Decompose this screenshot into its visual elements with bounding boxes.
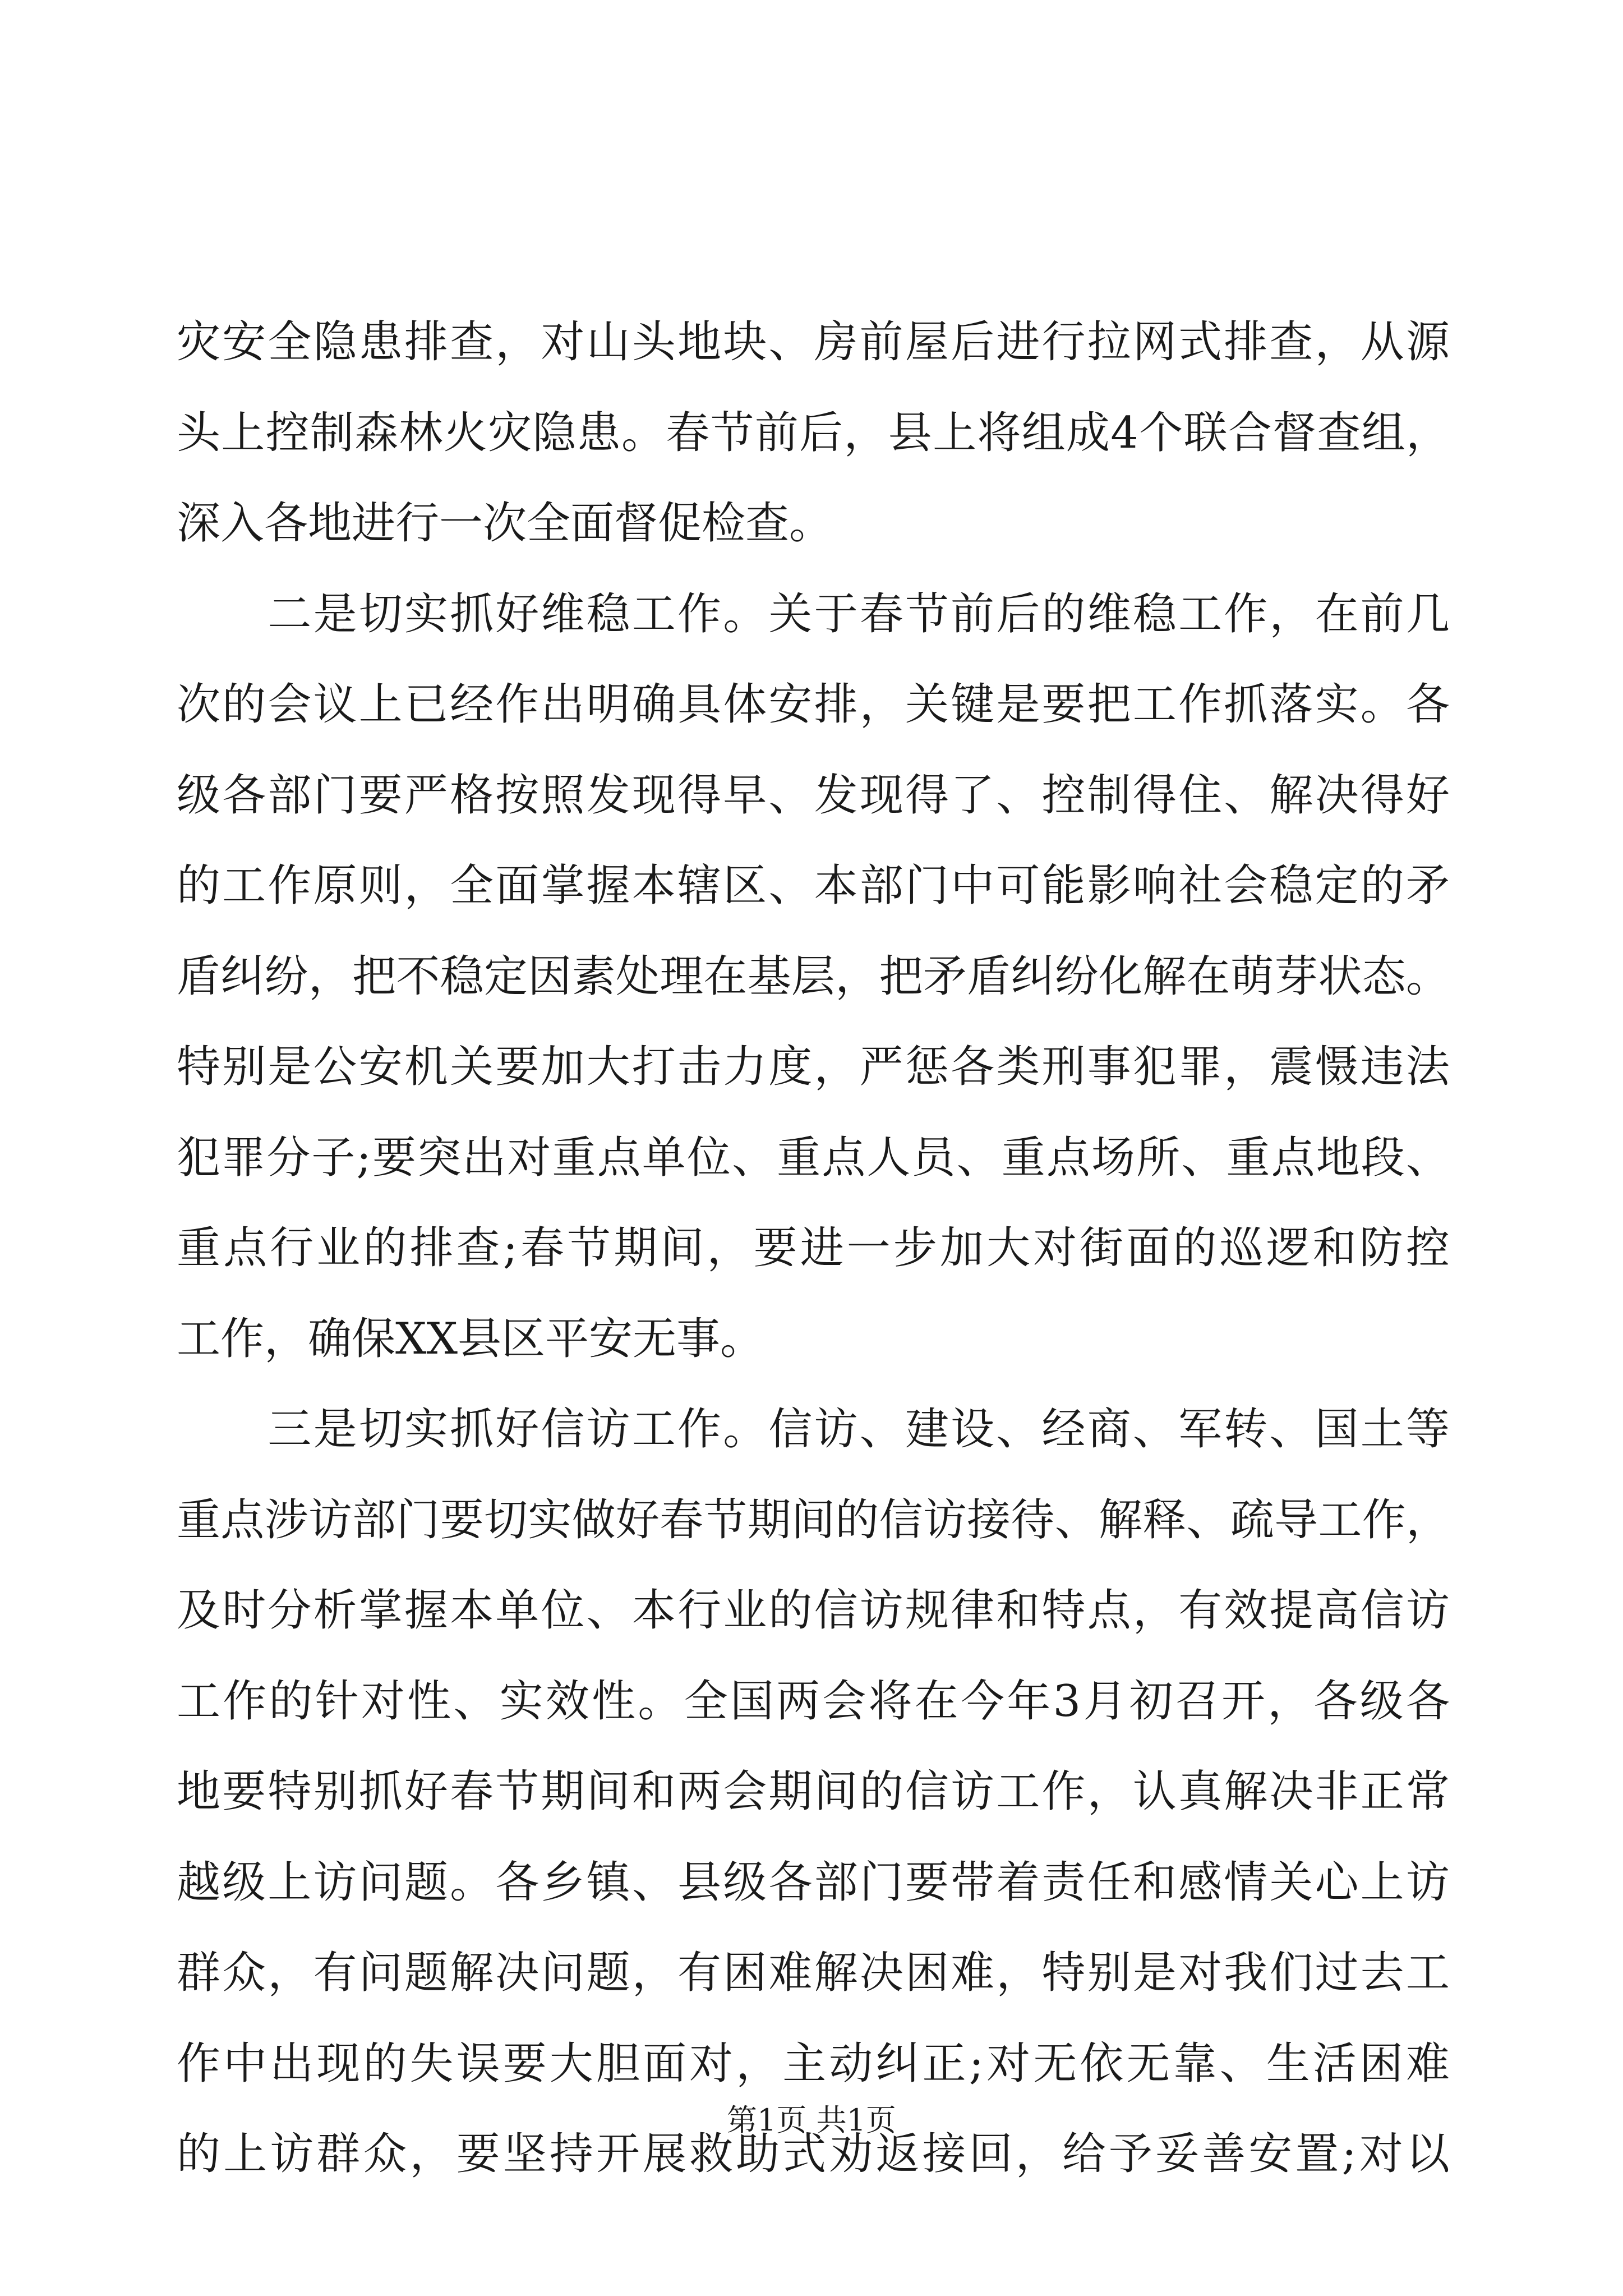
text-line: 深入各地进行一次全面督促检查。 [177, 498, 833, 549]
text-line: 重点行业的排查;春节期间，要进一步加大对街面的巡逻和防控 [177, 1223, 1450, 1273]
text-line: 重点涉访部门要切实做好春节期间的信访接待、解释、疏导工作， [177, 1494, 1450, 1545]
text-line: 及时分析掌握本单位、本行业的信访规律和特点，有效提高信访 [177, 1585, 1450, 1636]
text-line: 地要特别抓好春节期间和两会期间的信访工作，认真解决非正常 [177, 1766, 1450, 1817]
page-footer: 第1页 共1页 [727, 2102, 896, 2138]
text-line: 特别是公安机关要加大打击力度，严惩各类刑事犯罪，震慑违法 [177, 1042, 1450, 1092]
text-line: 头上控制森林火灾隐患。春节前后，县上将组成4个联合督查组， [177, 407, 1450, 458]
text-line: 工作，确保XX县区平安无事。 [177, 1313, 764, 1364]
text-line: 犯罪分子;要突出对重点单位、重点人员、重点场所、重点地段、 [177, 1132, 1450, 1183]
text-line: 工作的针对性、实效性。全国两会将在今年3月初召开，各级各 [177, 1676, 1450, 1727]
text-line: 三是切实抓好信访工作。信访、建设、经商、军转、国土等 [177, 1404, 1450, 1455]
text-line: 越级上访问题。各乡镇、县级各部门要带着责任和感情关心上访 [177, 1857, 1450, 1908]
text-line: 的工作原则，全面掌握本辖区、本部门中可能影响社会稳定的矛 [177, 861, 1450, 911]
document-body [177, 297, 1450, 2200]
text-line: 二是切实抓好维稳工作。关于春节前后的维稳工作，在前几 [177, 588, 1450, 639]
text-line: 群众，有问题解决问题，有困难解决困难，特别是对我们过去工 [177, 1948, 1450, 1998]
text-line: 的上访群众，要坚持开展救助式劝返接回，给予妥善安置;对以 [177, 2129, 1450, 2179]
text-line: 次的会议上已经作出明确具体安排，关键是要把工作抓落实。各 [177, 679, 1450, 730]
text-line: 级各部门要严格按照发现得早、发现得了、控制得住、解决得好 [177, 770, 1450, 821]
text-line: 盾纠纷，把不稳定因素处理在基层，把矛盾纠纷化解在萌芽状态。 [177, 951, 1450, 1002]
text-line: 作中出现的失误要大胆面对，主动纠正;对无依无靠、生活困难 [177, 2038, 1450, 2089]
text-line: 灾安全隐患排查，对山头地块、房前屋后进行拉网式排查，从源 [177, 317, 1450, 367]
